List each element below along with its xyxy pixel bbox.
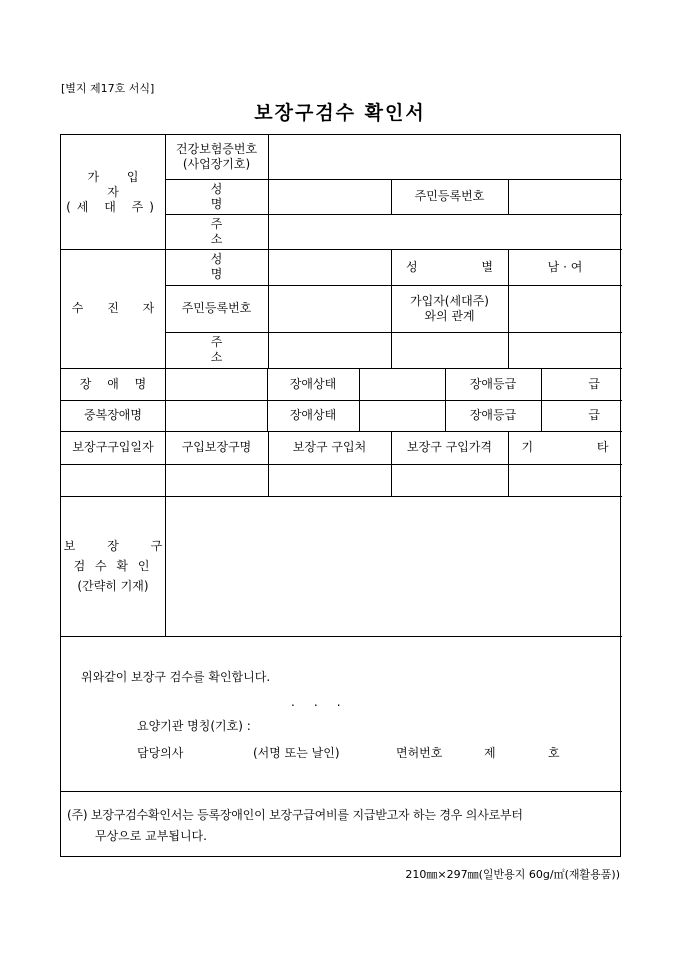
relation-to-subscriber-label: [391, 285, 508, 332]
paper-size-footer: 210㎜×297㎜(일반용지 60g/㎡(재활용품)): [405, 868, 620, 881]
recipient-address-label-text: 주 소: [210, 335, 263, 364]
disability-state-field[interactable]: [359, 368, 445, 400]
purchase-date-header: 보장구구입일자: [72, 440, 154, 454]
institution-label: 요양기관 명칭(기호) :: [137, 719, 251, 733]
other-field[interactable]: [508, 464, 622, 496]
note-line-2: 무상으로 교부됩니다.: [95, 829, 207, 843]
device-name-field[interactable]: [165, 464, 268, 496]
recipient-gender-value[interactable]: 남 · 여: [547, 259, 583, 274]
multiple-disability-grade-label: 장애등급: [469, 408, 517, 422]
grid-line: [61, 791, 622, 792]
subscriber-address-label: [165, 214, 268, 249]
disability-grade-unit: 급: [588, 376, 600, 391]
recipient-resident-number-label: 주민등록번호: [181, 301, 252, 315]
insurance-number-label-line2: (사업장기호): [182, 157, 251, 171]
inspection-label-line1: 보 장 구: [63, 539, 177, 553]
multiple-disability-grade-field[interactable]: [541, 400, 622, 431]
subscriber-name-label: [165, 179, 268, 214]
recipient-name-field[interactable]: [268, 249, 391, 285]
insurance-number-label-line1: 건강보험증번호: [175, 142, 258, 156]
multiple-disability-field[interactable]: [165, 400, 267, 431]
recipient-name-label: [165, 249, 268, 285]
inspection-label-line3: (간략히 기재): [77, 579, 149, 593]
multiple-disability-label: 중복장애명: [84, 408, 142, 422]
subscriber-name-label-text: 성 명: [210, 181, 263, 211]
multiple-disability-grade-unit: 급: [588, 408, 600, 422]
other-header: [508, 431, 639, 464]
purchase-place-header: 보장구 구입처: [292, 440, 367, 454]
recipient-resident-number-field[interactable]: [268, 285, 391, 332]
other-header-text: 기 타: [521, 440, 639, 454]
device-name-header: 구입보장구명: [181, 440, 252, 454]
signature-label[interactable]: (서명 또는 날인): [253, 746, 340, 760]
subscriber-section-label: [61, 135, 165, 249]
disability-name-label: [61, 368, 165, 400]
recipient-address-extra-1[interactable]: [391, 332, 508, 368]
license-prefix: 제: [484, 746, 496, 760]
disability-grade-field[interactable]: [541, 368, 622, 400]
license-suffix: 호: [548, 746, 560, 760]
relation-label-line2: 와의 관계: [424, 308, 475, 323]
insurance-number-label: [165, 135, 268, 179]
insurance-number-field[interactable]: [268, 135, 622, 179]
subscriber-sub-label: (세 대 주): [66, 199, 160, 214]
subscriber-label-text: 가 입 자: [87, 169, 151, 199]
recipient-name-label-text: 성 명: [210, 252, 263, 281]
subscriber-resident-number-label: 주민등록번호: [414, 189, 485, 203]
subscriber-address-field[interactable]: [268, 214, 622, 249]
recipient-label-text: 수 진 자: [71, 301, 165, 315]
disability-grade-label: 장애등급: [469, 376, 517, 391]
multiple-disability-state-field[interactable]: [359, 400, 445, 431]
form-number-label: [별지 제17호 서식]: [61, 82, 155, 95]
subscriber-name-field[interactable]: [268, 179, 391, 214]
license-number-label: 면허번호: [396, 746, 443, 760]
grid-line: [61, 636, 622, 637]
relation-label-line1: 가입자(세대주): [410, 293, 489, 308]
recipient-section-label: [61, 249, 165, 368]
recipient-address-extra-2[interactable]: [508, 332, 622, 368]
purchase-place-field[interactable]: [268, 464, 391, 496]
purchase-price-field[interactable]: [391, 464, 508, 496]
recipient-gender-label-text: 성 별: [406, 259, 523, 274]
subscriber-resident-number-field[interactable]: [508, 179, 622, 214]
confirmation-statement: 위와같이 보장구 검수를 확인합니다.: [81, 670, 271, 684]
doctor-label: 담당의사: [137, 746, 184, 760]
multiple-disability-state-label: 장애상태: [289, 408, 337, 422]
confirmation-date[interactable]: . . .: [291, 695, 341, 709]
purchase-price-header: 보장구 구입가격: [407, 440, 492, 454]
inspection-field[interactable]: [165, 496, 622, 636]
document-title: 보장구검수 확인서: [254, 102, 426, 124]
disability-state-label: 장애상태: [289, 376, 337, 391]
recipient-address-label: [165, 332, 268, 368]
relation-to-subscriber-field[interactable]: [508, 285, 622, 332]
inspection-label-line2: 검 수 확 인: [73, 559, 153, 573]
note-line-1: (주) 보장구검수확인서는 등록장애인이 보장구급여비를 지급받고자 하는 경우 의사로부터: [67, 808, 523, 822]
inspection-label: [61, 496, 177, 636]
purchase-date-field[interactable]: [61, 464, 165, 496]
disability-name-field[interactable]: [165, 368, 267, 400]
recipient-address-field[interactable]: [268, 332, 391, 368]
form-table: [60, 134, 639, 857]
disability-name-label-text: 장 애 명: [79, 376, 153, 391]
recipient-gender-label: [391, 249, 523, 285]
subscriber-address-label-text: 주 소: [210, 216, 263, 246]
